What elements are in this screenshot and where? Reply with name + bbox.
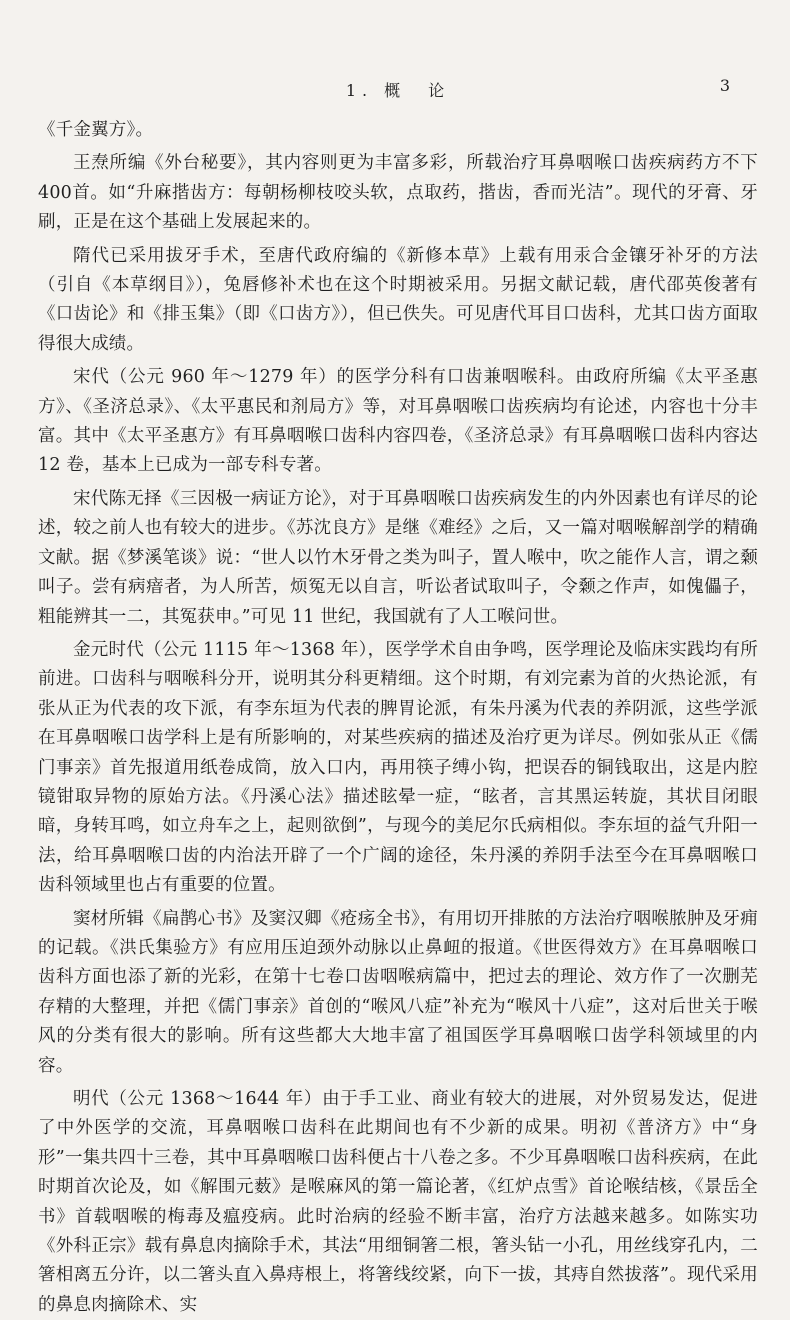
paragraph: 明代（公元 1368～1644 年）由于手工业、商业有较大的进展，对外贸易发达，促进了中外医学的交流，耳鼻咽喉口齿科在此期间也有不少新的成果。明初《普济方》中“身形”一集共四十三卷，其中耳鼻咽喉口齿科便占十八卷之多。不少耳鼻咽喉口齿科疾病，在此时期首次论及，如《解围元薮》是喉麻风的第一篇论著，《红炉点雪》首论喉结核，《景岳全书》首载咽喉的梅毒及瘟疫病。此时治病的经验不断丰富，治疗方法越来越多。如陈实功《外科正宗》载有鼻息肉摘除手术，其法“用细铜箸二根，箸头钻一小孔，用丝线穿孔内，二箸相离五分许，以二箸头直入鼻痔根上，将箸线绞紧，向下一拔，其痔自然拔落”。现代采用的鼻息肉摘除术、实 [38, 1089, 758, 1315]
paragraph: 窦材所辑《扁鹊心书》及窦汉卿《疮疡全书》，有用切开排脓的方法治疗咽喉脓肿及牙痈的记载。《洪氏集验方》有应用压迫颈外动脉以止鼻衄的报道。《世医得效方》在耳鼻咽喉口齿科方面也添了新的光彩，在第十七卷口齿咽喉病篇中，把过去的理论、效方作了一次删芜存精的大整理，并把《儒门事亲》首创的“喉风八症”补充为“喉风十八症”，这对后世关于喉风的分类有很大的影响。所有这些都大大地丰富了祖国医学耳鼻咽喉口齿学科领域里的内容。 [38, 908, 758, 1076]
section-title: 1. 概 论 [345, 81, 451, 100]
paragraph: 王焘所编《外台秘要》，其内容则更为丰富多彩，所载治疗耳鼻咽喉口齿疾病药方不下400首。如“升麻揩齿方：每朝杨柳枝咬头软，点取药，揩齿，香而光洁”。现代的牙膏、牙刷，正是在这个基础上发展起来的。 [38, 153, 758, 233]
paragraph: 金元时代（公元 1115 年～1368 年），医学学术自由争鸣，医学理论及临床实践均有所前进。口齿科与咽喉科分开，说明其分科更精细。这个时期，有刘完素为首的火热论派，有张从正为代表的攻下派，有李东垣为代表的脾胃论派，有朱丹溪为代表的养阴派，这些学派在耳鼻咽喉口齿学科上是有所影响的，对某些疾病的描述及治疗更为详尽。例如张从正《儒门事亲》首先报道用纸卷成筒，放入口内，再用筷子缚小钩，把误吞的铜钱取出，这是内腔镜钳取异物的原始方法。《丹溪心法》描述眩晕一症，“眩者，言其黑运转旋，其状目闭眼暗，身转耳鸣，如立舟车之上，起则欲倒”，与现今的美尼尔氏病相似。李东垣的益气升阳一法，给耳鼻咽喉口齿的内治法开辟了一个广阔的途径，朱丹溪的养阴手法至今在耳鼻咽喉口齿科领域里也占有重要的位置。 [38, 639, 758, 896]
running-header [38, 68, 758, 98]
body-text [38, 116, 758, 1320]
paragraph: 隋代已采用拔牙手术，至唐代政府编的《新修本草》上载有用汞合金镶牙补牙的方法（引自《本草纲目》），兔唇修补术也在这个时期被采用。另据文献记载，唐代邵英俊著有《口齿论》和《排玉集》（即《口齿方》），但已佚失。可见唐代耳目口齿科，尤其口齿方面取得很大成绩。 [38, 245, 758, 354]
paragraph: 宋代（公元 960 年～1279 年）的医学分科有口齿兼咽喉科。由政府所编《太平圣惠方》、《圣济总录》、《太平惠民和剂局方》等，对耳鼻咽喉口齿疾病均有论述，内容也十分丰富。其中《太平圣惠方》有耳鼻咽喉口齿科内容四卷，《圣济总录》有耳鼻咽喉口齿科内容达 12 卷，基本上已成为一部专科专著。 [38, 367, 758, 476]
paragraph: 宋代陈无择《三因极一病证方论》，对于耳鼻咽喉口齿疾病发生的内外因素也有详尽的论述，较之前人也有较大的进步。《苏沈良方》是继《难经》之后，又一篇对咽喉解剖学的精确文献。据《梦溪笔谈》说：“世人以竹木牙骨之类为叫子，置人喉中，吹之能作人言，谓之颡叫子。尝有病瘖者，为人所苦，烦冤无以自言，听讼者试取叫子，令颡之作声，如傀儡子，粗能辨其一二，其冤获申。”可见 11 世纪，我国就有了人工喉问世。 [38, 488, 758, 627]
paragraph: 《千金翼方》。 [38, 120, 154, 140]
page-number: 3 [719, 76, 730, 95]
